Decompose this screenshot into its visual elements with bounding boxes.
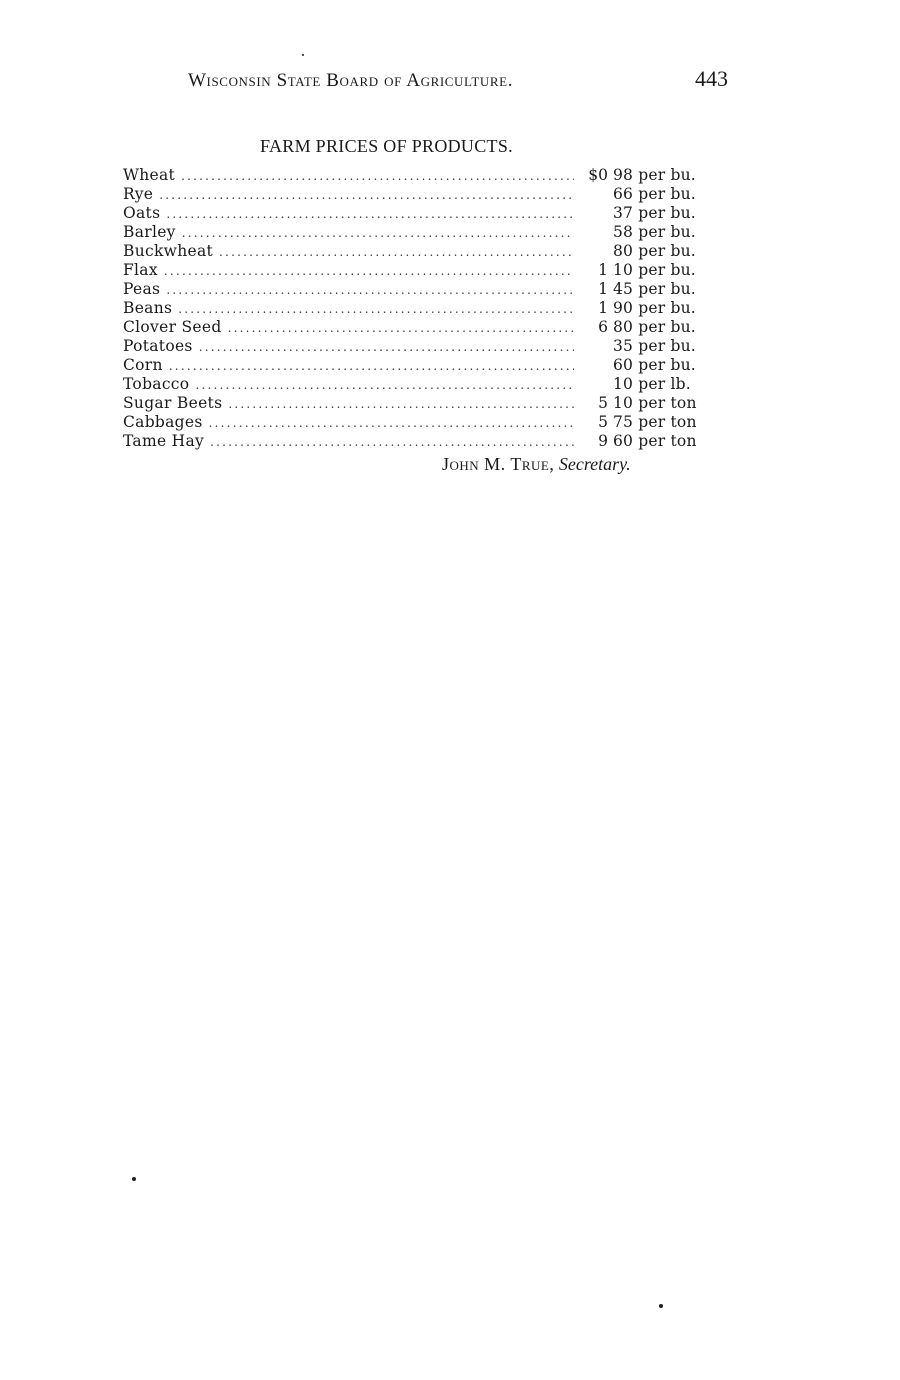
product-name: Peas bbox=[123, 280, 161, 298]
table-row bbox=[123, 223, 723, 242]
price-dollars: 9 bbox=[598, 432, 608, 450]
dot-leader bbox=[209, 414, 574, 433]
print-speck bbox=[132, 1177, 136, 1181]
price-dollars: 5 bbox=[598, 413, 608, 431]
price-value: 80 per bu. bbox=[613, 318, 696, 336]
dot-leader bbox=[169, 357, 574, 376]
table-row bbox=[123, 337, 723, 356]
signature-title: Secretary. bbox=[558, 454, 631, 474]
product-name: Barley bbox=[123, 223, 176, 241]
print-speck bbox=[659, 1304, 663, 1308]
table-row bbox=[123, 242, 723, 261]
price-value: 10 per ton bbox=[613, 394, 697, 412]
product-name: Potatoes bbox=[123, 337, 193, 355]
running-header bbox=[188, 66, 728, 96]
price-value: 10 per lb. bbox=[613, 375, 691, 393]
price-value: 98 per bu. bbox=[613, 166, 696, 184]
price-dollars: 1 bbox=[598, 280, 608, 298]
table-row bbox=[123, 261, 723, 280]
dot-leader bbox=[166, 281, 574, 300]
dot-leader bbox=[178, 300, 574, 319]
signature bbox=[442, 454, 631, 475]
dot-leader bbox=[181, 167, 574, 186]
table-row bbox=[123, 356, 723, 375]
price-value: 66 per bu. bbox=[613, 185, 696, 203]
running-title: Wisconsin State Board of Agriculture. bbox=[188, 70, 514, 91]
dot-leader bbox=[159, 186, 574, 205]
price-value: 60 per ton bbox=[613, 432, 697, 450]
table-title: FARM PRICES OF PRODUCTS. bbox=[260, 136, 513, 156]
page-number: 443 bbox=[695, 66, 728, 91]
table-row bbox=[123, 413, 723, 432]
table-row bbox=[123, 375, 723, 394]
price-value: 90 per bu. bbox=[613, 299, 696, 317]
price-dollars: 6 bbox=[598, 318, 608, 336]
table-row bbox=[123, 280, 723, 299]
table-row bbox=[123, 166, 723, 185]
dot-leader bbox=[195, 376, 574, 395]
product-name: Wheat bbox=[123, 166, 176, 184]
price-value: 58 per bu. bbox=[613, 223, 696, 241]
price-dollars: 1 bbox=[598, 299, 608, 317]
dot-leader bbox=[210, 433, 574, 452]
price-dollars: 1 bbox=[598, 261, 608, 279]
table-row bbox=[123, 318, 723, 337]
table-row bbox=[123, 432, 723, 451]
product-name: Clover Seed bbox=[123, 318, 222, 336]
table-row bbox=[123, 299, 723, 318]
price-dollars: $0 bbox=[588, 166, 608, 184]
dot-leader bbox=[228, 319, 574, 338]
price-dollars: 5 bbox=[598, 394, 608, 412]
table-row bbox=[123, 204, 723, 223]
price-value: 10 per bu. bbox=[613, 261, 696, 279]
price-value: 80 per bu. bbox=[613, 242, 696, 260]
product-name: Tobacco bbox=[123, 375, 190, 393]
product-name: Buckwheat bbox=[123, 242, 214, 260]
price-value: 37 per bu. bbox=[613, 204, 696, 222]
dot-leader bbox=[182, 224, 574, 243]
product-name: Corn bbox=[123, 356, 163, 374]
price-table bbox=[123, 166, 723, 451]
product-name: Oats bbox=[123, 204, 161, 222]
dot-leader bbox=[164, 262, 574, 281]
product-name: Rye bbox=[123, 185, 154, 203]
dot-leader bbox=[199, 338, 574, 357]
price-value: 60 per bu. bbox=[613, 356, 696, 374]
product-name: Sugar Beets bbox=[123, 394, 223, 412]
price-value: 35 per bu. bbox=[613, 337, 696, 355]
print-speck bbox=[302, 54, 304, 56]
product-name: Tame Hay bbox=[123, 432, 205, 450]
price-value: 45 per bu. bbox=[613, 280, 696, 298]
table-row bbox=[123, 185, 723, 204]
signature-name: John M. True, bbox=[442, 454, 555, 474]
dot-leader bbox=[228, 395, 574, 414]
price-value: 75 per ton bbox=[613, 413, 697, 431]
dot-leader bbox=[219, 243, 574, 262]
product-name: Flax bbox=[123, 261, 158, 279]
table-row bbox=[123, 394, 723, 413]
product-name: Beans bbox=[123, 299, 173, 317]
dot-leader bbox=[166, 205, 574, 224]
product-name: Cabbages bbox=[123, 413, 203, 431]
